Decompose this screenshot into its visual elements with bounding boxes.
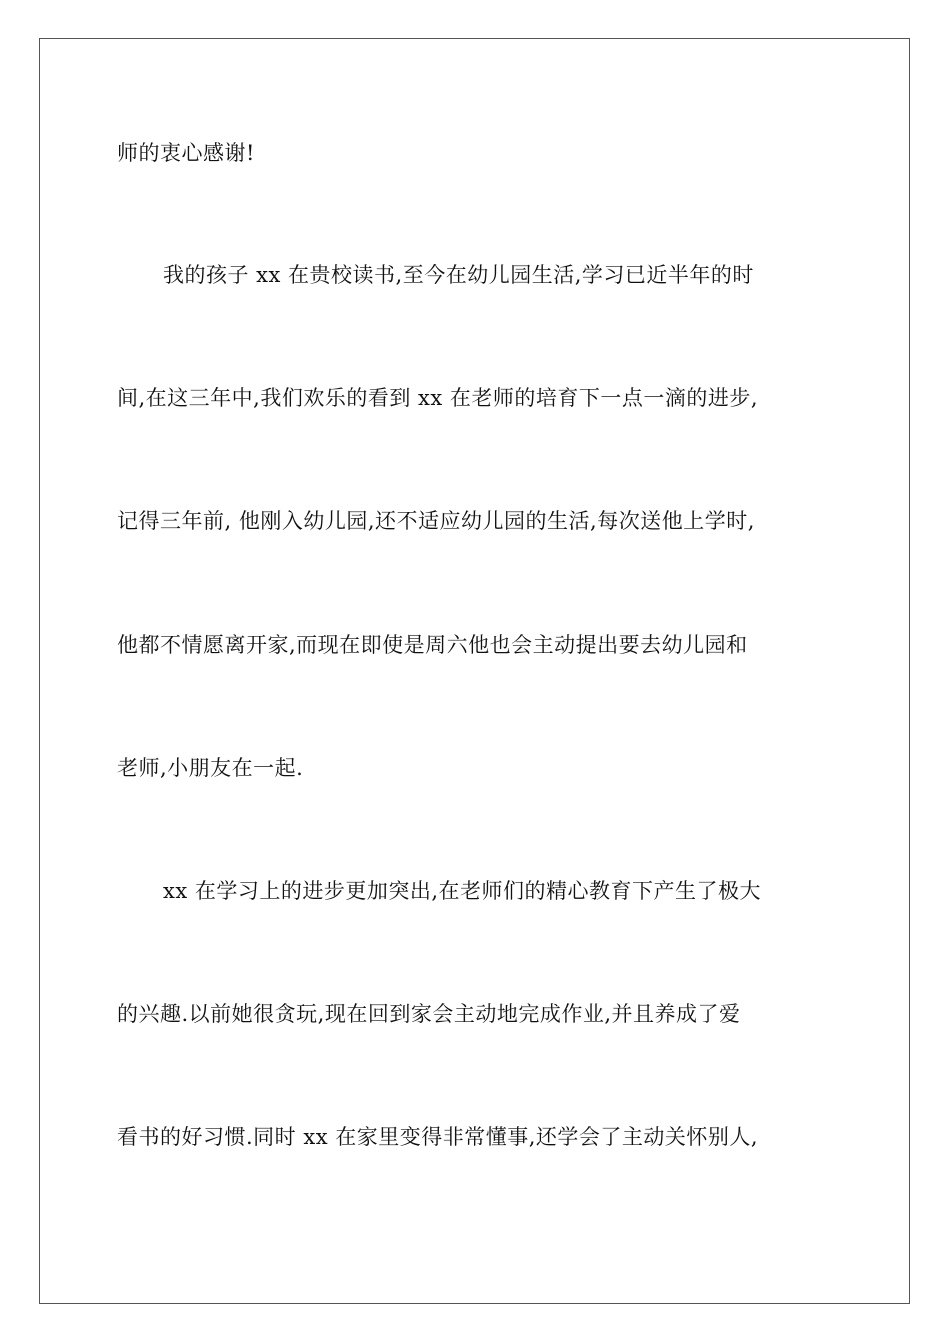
text-line: 的兴趣.以前她很贪玩,现在回到家会主动地完成作业,并且养成了爱 xyxy=(117,1002,741,1026)
text-line: 记得三年前, 他刚入幼儿园,还不适应幼儿园的生活,每次送他上学时, xyxy=(117,509,755,533)
text-line: 师的衷心感谢! xyxy=(117,141,255,165)
paragraph-start-line: 我的孩子 xx 在贵校读书,至今在幼儿园生活,学习已近半年的时 xyxy=(163,263,754,287)
paragraph-start-line: xx 在学习上的进步更加突出,在老师们的精心教育下产生了极大 xyxy=(163,879,762,903)
text-line: 看书的好习惯.同时 xx 在家里变得非常懂事,还学会了主动关怀别人, xyxy=(117,1125,759,1149)
text-line: 他都不情愿离开家,而现在即使是周六他也会主动提出要去幼儿园和 xyxy=(117,633,748,657)
page-frame xyxy=(39,38,910,1304)
text-line: 间,在这三年中,我们欢乐的看到 xx 在老师的培育下一点一滴的进步, xyxy=(117,386,759,410)
text-line: 老师,小朋友在一起. xyxy=(117,756,304,780)
